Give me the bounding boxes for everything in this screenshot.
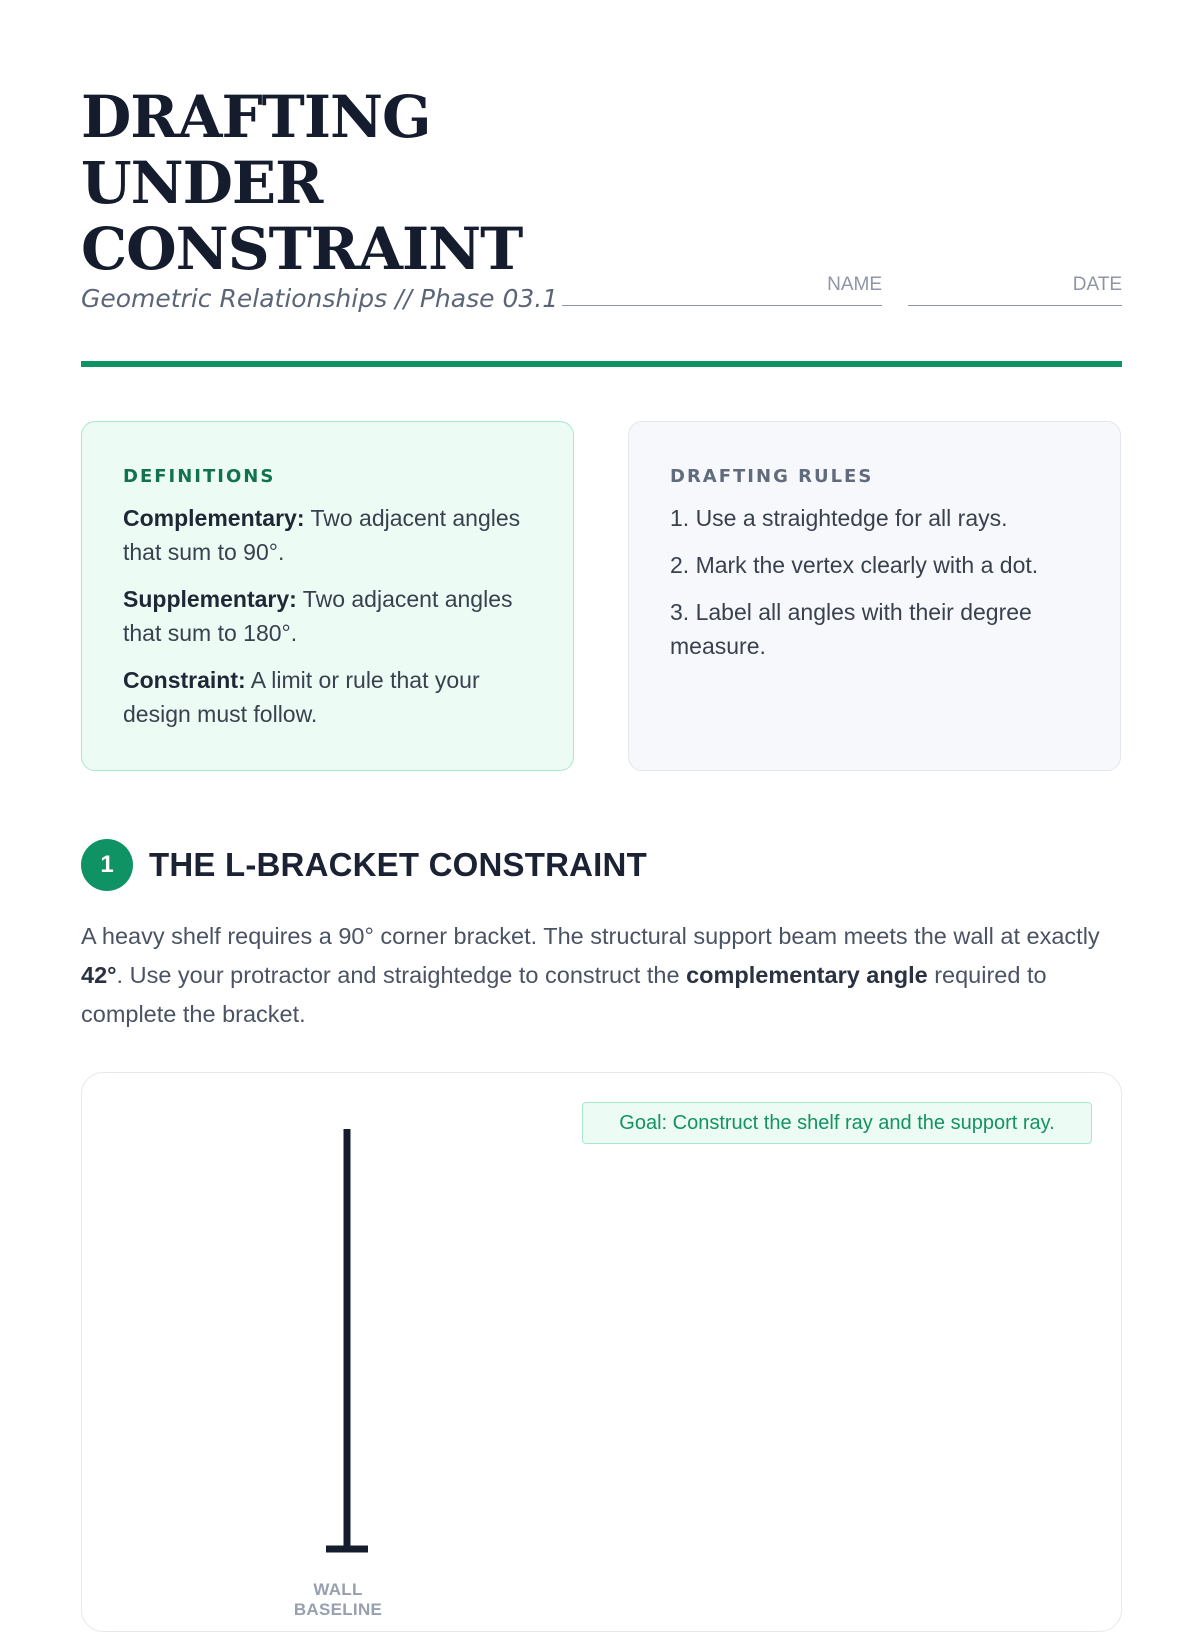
construction-panel[interactable] <box>81 1072 1122 1632</box>
definition-term: Constraint: <box>123 667 246 693</box>
wall-diagram-icon <box>82 1073 1123 1633</box>
goal-banner: Goal: Construct the shelf ray and the support ray. <box>582 1102 1092 1144</box>
prompt-text: A heavy shelf requires a 90° corner bracket. The structural support beam meets the wall at exactly <box>81 923 1100 949</box>
prompt-text: required to complete the bracket. <box>81 962 1047 1027</box>
page-subtitle: Geometric Relationships // Phase 03.1 <box>81 284 559 313</box>
definition-term: Supplementary: <box>123 586 297 612</box>
title-line: DRAFTING <box>81 83 431 151</box>
name-field[interactable] <box>562 268 882 306</box>
title-line: UNDER <box>81 149 323 217</box>
definition-text: Two adjacent angles that sum to 180°. <box>123 586 513 646</box>
rule-item: 3. Label all angles with their degree measure. <box>670 599 1032 659</box>
name-label: NAME <box>827 274 882 295</box>
title-line: CONSTRAINT <box>81 215 523 283</box>
definitions-heading: DEFINITIONS <box>123 466 276 487</box>
header-divider <box>81 361 1122 367</box>
definition-text: A limit or rule that your design must follow. <box>123 667 480 727</box>
wall-baseline-label: WALL BASELINE <box>293 1580 383 1619</box>
section-number-badge: 1 <box>81 839 133 891</box>
drafting-rules-card <box>628 421 1121 771</box>
prompt-angle-value: 42° <box>81 962 117 988</box>
date-label: DATE <box>1072 274 1122 295</box>
section-prompt <box>81 917 1126 1034</box>
definitions-card <box>81 421 574 771</box>
definition-term: Complementary: <box>123 505 305 531</box>
prompt-text: . Use your protractor and straightedge to construct the <box>116 962 687 988</box>
definition-item <box>123 582 533 650</box>
date-field[interactable] <box>908 268 1122 306</box>
definition-text: Two adjacent angles that sum to 90°. <box>123 505 521 565</box>
rule-item: 1. Use a straightedge for all rays. <box>670 505 1008 531</box>
rule-item: 2. Mark the vertex clearly with a dot. <box>670 552 1039 578</box>
definition-item <box>123 501 533 569</box>
section-title: THE L-BRACKET CONSTRAINT <box>149 846 647 883</box>
prompt-keyword: complementary angle <box>686 962 928 988</box>
page-title <box>81 84 601 282</box>
section-header <box>81 839 647 891</box>
rules-heading: DRAFTING RULES <box>670 466 874 487</box>
definition-item <box>123 663 533 731</box>
